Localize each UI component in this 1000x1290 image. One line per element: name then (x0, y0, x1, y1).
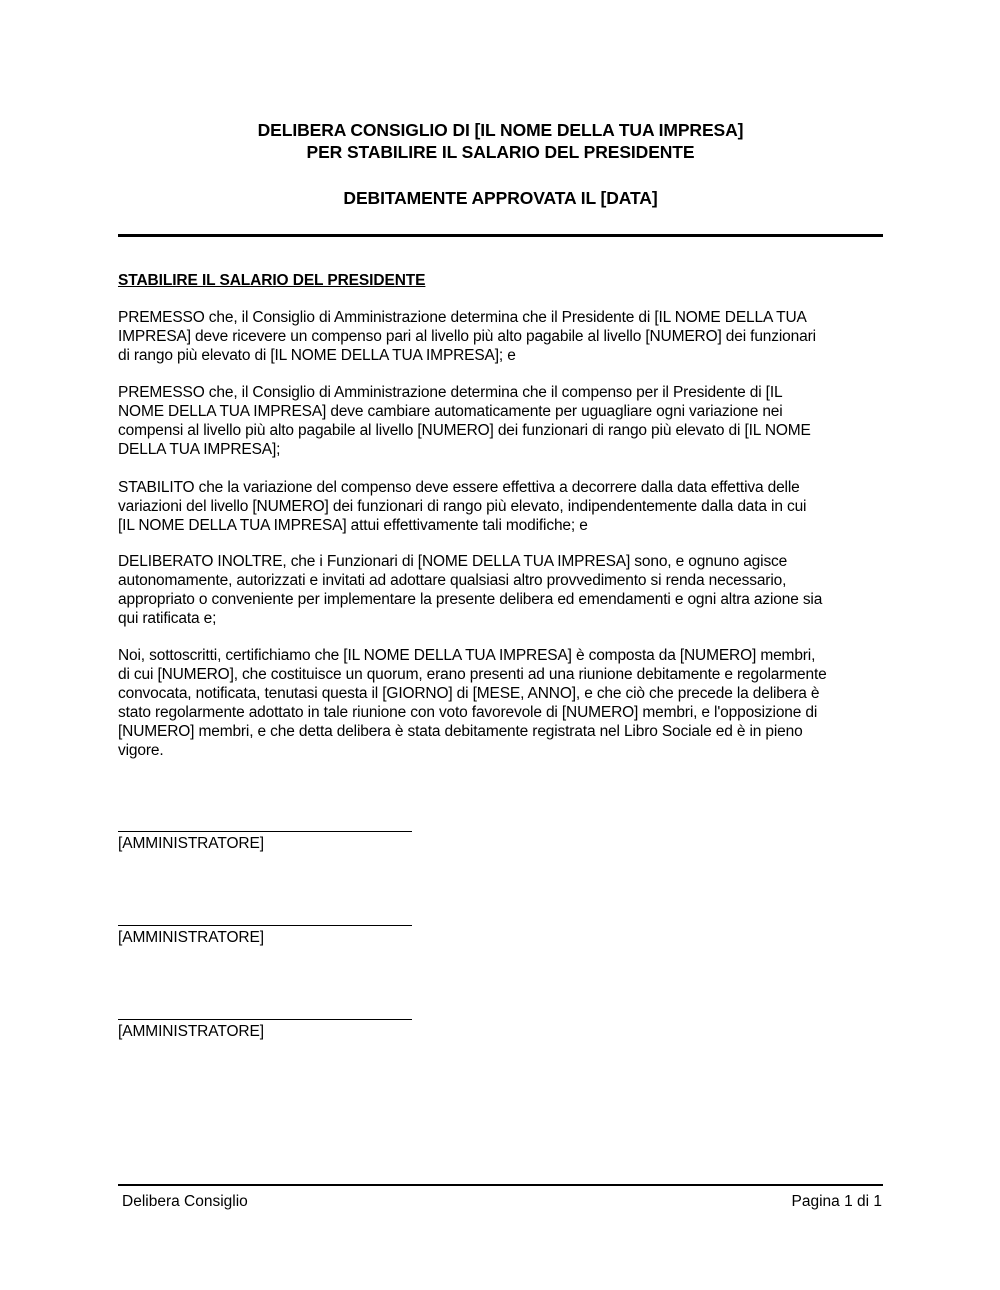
paragraph-line: di rango più elevato di [IL NOME DELLA TUA IMPRESA]; e (118, 347, 516, 364)
paragraph-line: PREMESSO che, il Consiglio di Amministrazione determina che il Presidente di [IL NOME DELLA TUA (118, 309, 807, 326)
paragraph-line: [NUMERO] membri, e che detta delibera è stata debitamente registrata nel Libro Sociale ed è in pieno (118, 723, 803, 740)
signature-label: [AMMINISTRATORE] (118, 929, 264, 946)
document-title-line-2: PER STABILIRE IL SALARIO DEL PRESIDENTE (306, 142, 695, 162)
paragraph-stabilito (118, 478, 888, 535)
paragraph-line: qui ratificata e; (118, 610, 217, 627)
paragraph-line: convocata, notificata, tenutasi questa il [GIORNO] di [MESE, ANNO], e che ciò che precede la delibera è (118, 685, 820, 702)
document-subtitle: DEBITAMENTE APPROVATA IL [DATA] (343, 188, 658, 208)
footer-page-number: Pagina 1 di 1 (791, 1193, 882, 1210)
signature-block-2 (118, 925, 412, 947)
paragraph-line: PREMESSO che, il Consiglio di Amministrazione determina che il compenso per il Presidente di [IL (118, 384, 783, 401)
paragraph-line: NOME DELLA TUA IMPRESA] deve cambiare automaticamente per uguagliare ogni variazione nei (118, 403, 783, 420)
paragraph-line: stato regolarmente adottato in tale riunione con voto favorevole di [NUMERO] membri, e l'opposizione di (118, 704, 818, 721)
footer-document-name: Delibera Consiglio (122, 1193, 248, 1210)
signature-block-3 (118, 1019, 412, 1041)
paragraph-line: autonomamente, autorizzati e invitati ad adottare qualsiasi altro provvedimento si renda necessario, (118, 572, 787, 589)
paragraph-line: vigore. (118, 742, 164, 759)
paragraph-line: appropriato o conveniente per implementare la presente delibera ed emendamenti e ogni altra azione sia (118, 591, 823, 608)
signature-block-1 (118, 831, 412, 853)
paragraph-line: di cui [NUMERO], che costituisce un quorum, erano presenti ad una riunione debitamente e regolarmente (118, 666, 827, 683)
signature-line (118, 831, 412, 832)
signature-label: [AMMINISTRATORE] (118, 835, 264, 852)
paragraph-line: compensi al livello più alto pagabile al livello [NUMERO] dei funzionari di rango più elevato di [IL NOME (118, 422, 811, 439)
document-title-line-1: DELIBERA CONSIGLIO DI [IL NOME DELLA TUA IMPRESA] (257, 120, 744, 140)
paragraph-line: Noi, sottoscritti, certifichiamo che [IL NOME DELLA TUA IMPRESA] è composta da [NUMERO] membri, (118, 647, 816, 664)
paragraph-line: [IL NOME DELLA TUA IMPRESA] attui effettivamente tali modifiche; e (118, 517, 588, 534)
footer-divider (118, 1184, 883, 1186)
section-heading: STABILIRE IL SALARIO DEL PRESIDENTE (118, 272, 426, 289)
paragraph-line: IMPRESA] deve ricevere un compenso pari al livello più alto pagabile al livello [NUMERO] dei funzionari (118, 328, 816, 345)
paragraph-premesso-1 (118, 308, 888, 365)
paragraph-certificazione (118, 646, 888, 760)
paragraph-premesso-2 (118, 383, 888, 459)
signature-line (118, 925, 412, 926)
paragraph-line: variazioni del livello [NUMERO] dei funzionari di rango più elevato, indipendentemente dalla data in cui (118, 498, 807, 515)
paragraph-line: STABILITO che la variazione del compenso deve essere effettiva a decorrere dalla data effettiva delle (118, 479, 800, 496)
paragraph-line: DELIBERATO INOLTRE, che i Funzionari di [NOME DELLA TUA IMPRESA] sono, e ognuno agisce (118, 553, 788, 570)
signature-label: [AMMINISTRATORE] (118, 1023, 264, 1040)
paragraph-line: DELLA TUA IMPRESA]; (118, 441, 281, 458)
paragraph-deliberato (118, 552, 888, 628)
signature-line (118, 1019, 412, 1020)
header-divider (118, 234, 883, 237)
